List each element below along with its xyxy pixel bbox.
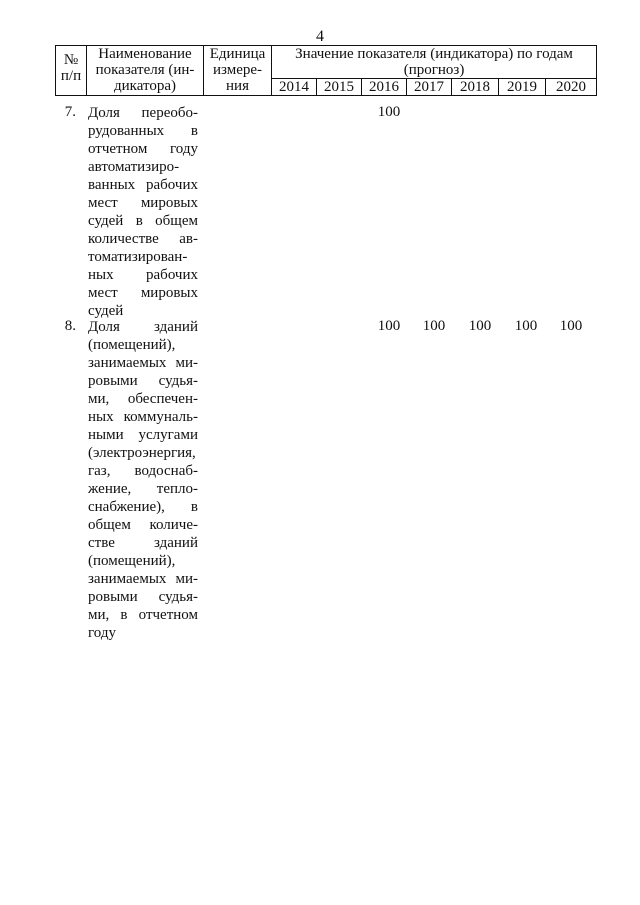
header-values-line2: (прогноз) [403, 62, 465, 78]
row-8-value-2020: 100 [559, 318, 583, 334]
header-name [87, 46, 204, 96]
header-unit-line1: Единица [209, 46, 266, 62]
row-8-name-line: Доля зданий [88, 319, 198, 335]
header-name-line1: Наименование [98, 46, 192, 62]
row-8-name-line: (помещений), [88, 337, 176, 353]
header-unit-line2: измере- [212, 62, 263, 78]
header-number-line2: п/п [60, 68, 82, 84]
row-7-name-line: рудованных в [88, 123, 198, 139]
row-8-name-line: ми, в отчетном [88, 607, 198, 623]
row-8-name-line: стве зданий [88, 535, 198, 551]
row-7-name-line: судей [88, 303, 124, 319]
row-8-name-line: году [88, 625, 116, 641]
header-name-line3: дикатора) [114, 78, 176, 94]
row-7-name-line: томатизирован- [88, 249, 188, 265]
row-7-name-line: мест мировых [88, 195, 198, 211]
row-8-name-line: ными услугами [88, 427, 198, 443]
header-values-line1: Значение показателя (индикатора) по годам [295, 46, 573, 62]
indicator-table-header [55, 45, 597, 96]
year-2014: 2014 [272, 79, 317, 96]
year-2017: 2017 [407, 79, 452, 96]
row-8-name-line: общем количе- [88, 517, 198, 533]
year-2018: 2018 [452, 79, 499, 96]
row-8-name-line: ровыми судья- [88, 589, 198, 605]
row-8-name-line: (электроэнергия, [88, 445, 196, 461]
row-8-name-line: жение, тепло- [88, 481, 198, 497]
row-7-number: 7. [64, 104, 76, 120]
row-8-value-2018: 100 [468, 318, 492, 334]
row-8-name-line: (помещений), [88, 553, 176, 569]
page-number: 4 [316, 28, 324, 45]
row-8-number: 8. [64, 318, 76, 334]
header-values [272, 46, 597, 79]
year-2020: 2020 [546, 79, 597, 96]
row-7-name-line: мест мировых [88, 285, 198, 301]
year-2019: 2019 [499, 79, 546, 96]
header-unit-line3: ния [226, 78, 249, 94]
row-8-name-line: ных коммуналь- [88, 409, 198, 425]
row-7-name-line: судей в общем [88, 213, 198, 229]
row-7-name-line: ных рабочих [88, 267, 198, 283]
header-number-line1: № [63, 52, 79, 68]
row-8-value-2016: 100 [377, 318, 401, 334]
row-7-name-line: количестве ав- [88, 231, 198, 247]
row-7-name [88, 104, 198, 320]
row-8-name-line: занимаемых ми- [88, 355, 198, 371]
year-2015: 2015 [317, 79, 362, 96]
row-8-name-line: снабжение), в [88, 499, 198, 515]
row-7-name-line: автоматизиро- [88, 159, 180, 175]
row-8-name-line: ровыми судья- [88, 373, 198, 389]
row-8-name [88, 318, 198, 642]
header-name-line2: показателя (ин- [95, 62, 195, 78]
row-8-value-2019: 100 [514, 318, 538, 334]
row-8-name-line: занимаемых ми- [88, 571, 198, 587]
row-7-name-line: Доля переобо- [88, 105, 198, 121]
header-number [56, 46, 87, 96]
row-8-value-2017: 100 [422, 318, 446, 334]
header-unit [204, 46, 272, 96]
row-7-name-line: ванных рабочих [88, 177, 198, 193]
row-7-value-2016: 100 [377, 104, 401, 120]
year-2016: 2016 [362, 79, 407, 96]
row-7-name-line: отчетном году [88, 141, 198, 157]
row-8-name-line: газ, водоснаб- [88, 463, 198, 479]
row-8-name-line: ми, обеспечен- [88, 391, 198, 407]
